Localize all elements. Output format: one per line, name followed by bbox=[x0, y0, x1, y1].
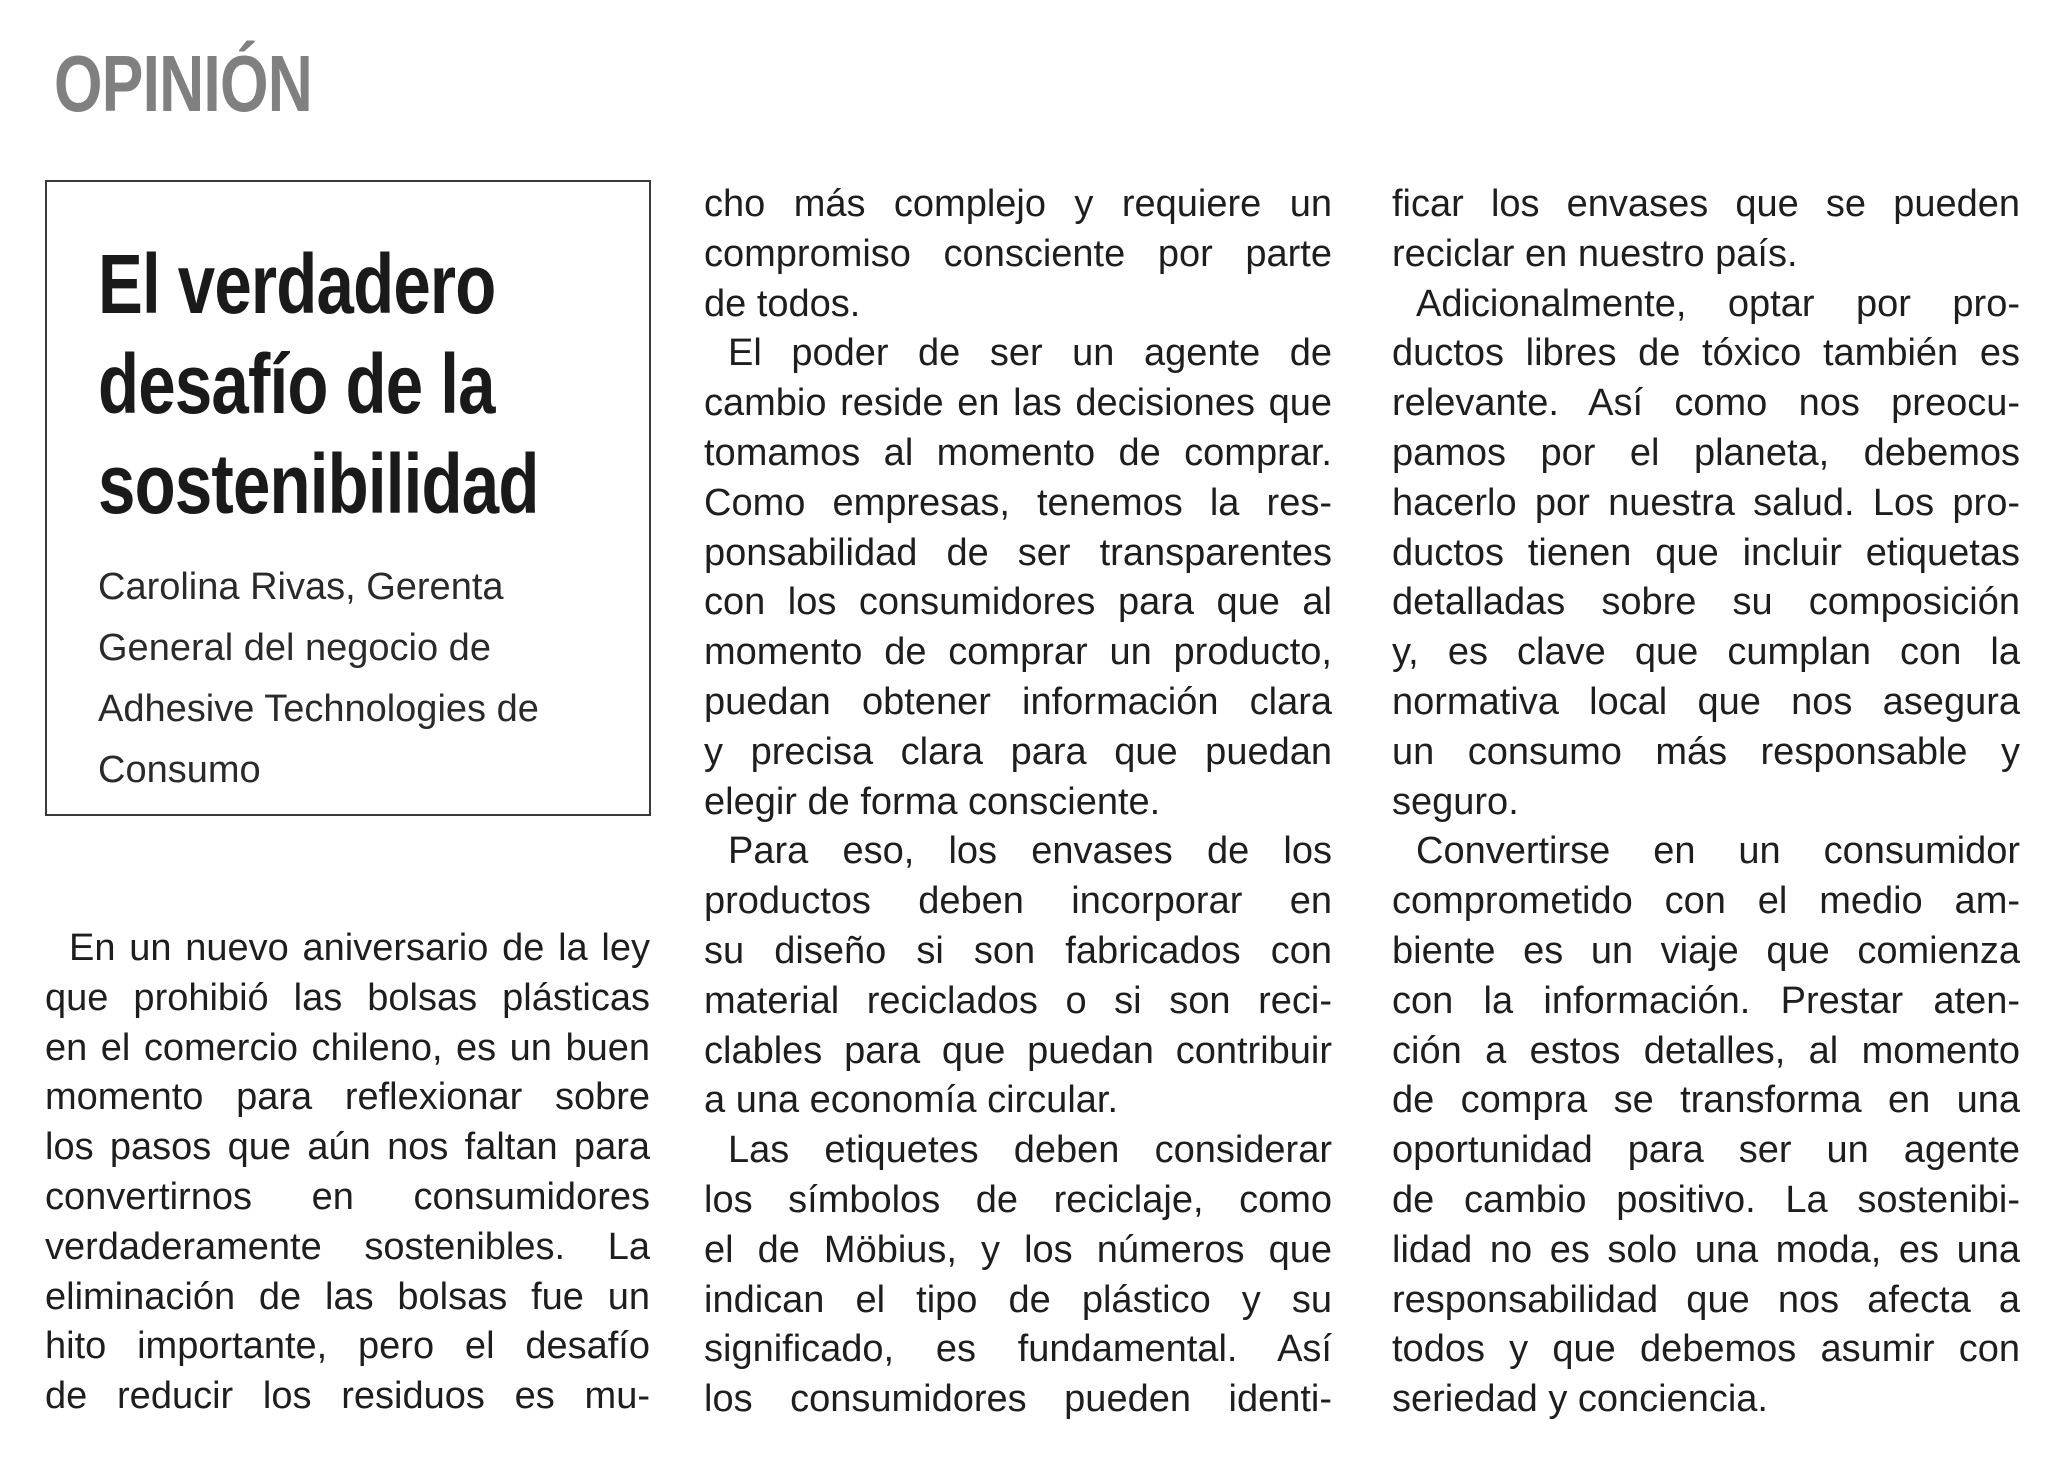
text-line: Convertirse en un consumidor bbox=[1416, 830, 2020, 873]
text-line: los pasos que aún nos faltan para bbox=[45, 1126, 650, 1169]
text-line: en el comercio chileno, es un buen bbox=[45, 1026, 650, 1069]
text-line: a una economía circular. bbox=[704, 1079, 1119, 1122]
text-line: de cambio positivo. La sostenibi- bbox=[1392, 1178, 2020, 1221]
text-line: y precisa clara para que puedan bbox=[704, 730, 1332, 773]
text-line: relevante. Así como nos preocu- bbox=[1392, 382, 2020, 425]
text-line: Adicionalmente, optar por pro- bbox=[1416, 282, 2020, 325]
text-line: ción a estos detalles, al momento bbox=[1392, 1029, 2020, 1072]
text-line: El poder de ser un agente de bbox=[728, 332, 1332, 375]
article-column-3 bbox=[1392, 180, 2020, 1425]
text-line: ductos tienen que incluir etiquetas bbox=[1392, 531, 2020, 574]
text-line: su diseño si son fabricados con bbox=[704, 929, 1332, 972]
text-line: cho más complejo y requiere un bbox=[704, 183, 1332, 225]
text-line: elegir de forma consciente. bbox=[704, 780, 1161, 823]
text-line: lidad no es solo una moda, es una bbox=[1392, 1228, 2020, 1271]
text-line: de reducir los residuos es mu- bbox=[45, 1375, 650, 1418]
text-line: los símbolos de reciclaje, como bbox=[704, 1178, 1332, 1221]
text-line: que prohibió las bolsas plásticas bbox=[45, 976, 650, 1019]
text-line: compromiso consciente por parte bbox=[704, 232, 1332, 275]
text-line: clables para que puedan contribuir bbox=[704, 1029, 1332, 1072]
headline-line: El verdadero bbox=[98, 237, 496, 331]
text-line: pamos por el planeta, debemos bbox=[1392, 431, 2020, 474]
text-line: ductos libres de tóxico también es bbox=[1392, 332, 2020, 375]
text-line: Las etiquetes deben considerar bbox=[728, 1129, 1332, 1172]
text-line: productos deben incorporar en bbox=[704, 880, 1332, 923]
text-line: todos y que debemos asumir con bbox=[1392, 1328, 2020, 1371]
text-line: con la información. Prestar aten- bbox=[1392, 979, 2020, 1022]
text-line: comprometido con el medio am- bbox=[1392, 880, 2020, 923]
text-line: material reciclados o si son reci- bbox=[704, 979, 1332, 1022]
headline-line: sostenibilidad bbox=[98, 437, 539, 531]
byline-line: Carolina Rivas, Gerenta bbox=[98, 566, 504, 608]
text-line: tomamos al momento de comprar. bbox=[704, 431, 1332, 474]
text-line: con los consumidores para que al bbox=[704, 581, 1332, 624]
text-line: Para eso, los envases de los bbox=[728, 830, 1332, 873]
text-line: momento para reflexionar sobre bbox=[45, 1076, 650, 1119]
text-line: biente es un viaje que comienza bbox=[1392, 929, 2020, 972]
text-line: verdaderamente sostenibles. La bbox=[45, 1225, 650, 1268]
text-line: puedan obtener información clara bbox=[704, 680, 1332, 723]
text-line: un consumo más responsable y bbox=[1392, 730, 2020, 773]
text-line: eliminación de las bolsas fue un bbox=[45, 1275, 650, 1318]
text-line: momento de comprar un producto, bbox=[704, 631, 1332, 674]
headline-box bbox=[45, 180, 651, 816]
byline bbox=[98, 557, 628, 801]
text-line: normativa local que nos asegura bbox=[1392, 680, 2020, 723]
text-line: detalladas sobre su composición bbox=[1392, 581, 2020, 624]
text-line: de compra se transforma en una bbox=[1392, 1079, 2020, 1122]
article-column-2 bbox=[704, 180, 1332, 1425]
text-line: oportunidad para ser un agente bbox=[1392, 1129, 2020, 1172]
text-line: y, es clave que cumplan con la bbox=[1392, 631, 2020, 674]
text-line: convertirnos en consumidores bbox=[45, 1175, 650, 1218]
text-line: cambio reside en las decisiones que bbox=[704, 382, 1332, 425]
text-line: significado, es fundamental. Así bbox=[704, 1328, 1332, 1371]
text-line: hito importante, pero el desafío bbox=[45, 1325, 650, 1368]
text-line: ponsabilidad de ser transparentes bbox=[704, 531, 1332, 574]
text-line: el de Möbius, y los números que bbox=[704, 1228, 1332, 1271]
byline-line: Adhesive Technologies de bbox=[98, 688, 539, 730]
text-line: seguro. bbox=[1392, 780, 1519, 823]
text-line: responsabilidad que nos afecta a bbox=[1392, 1278, 2020, 1321]
text-line: Como empresas, tenemos la res- bbox=[704, 481, 1332, 524]
headline bbox=[98, 234, 706, 534]
text-line: reciclar en nuestro país. bbox=[1392, 232, 1798, 275]
text-line: de todos. bbox=[704, 282, 861, 325]
section-label: OPINIÓN bbox=[54, 39, 313, 128]
text-line: los consumidores pueden identi- bbox=[704, 1378, 1332, 1421]
article-column-1 bbox=[45, 924, 650, 1422]
text-line: indican el tipo de plástico y su bbox=[704, 1278, 1332, 1321]
byline-line: General del negocio de bbox=[98, 627, 491, 669]
text-line: seriedad y conciencia. bbox=[1392, 1378, 1768, 1421]
text-line: ficar los envases que se pueden bbox=[1392, 183, 2020, 225]
text-line: hacerlo por nuestra salud. Los pro- bbox=[1392, 481, 2020, 524]
text-line: En un nuevo aniversario de la ley bbox=[69, 927, 650, 969]
headline-line: desafío de la bbox=[98, 337, 495, 431]
byline-line: Consumo bbox=[98, 749, 261, 791]
